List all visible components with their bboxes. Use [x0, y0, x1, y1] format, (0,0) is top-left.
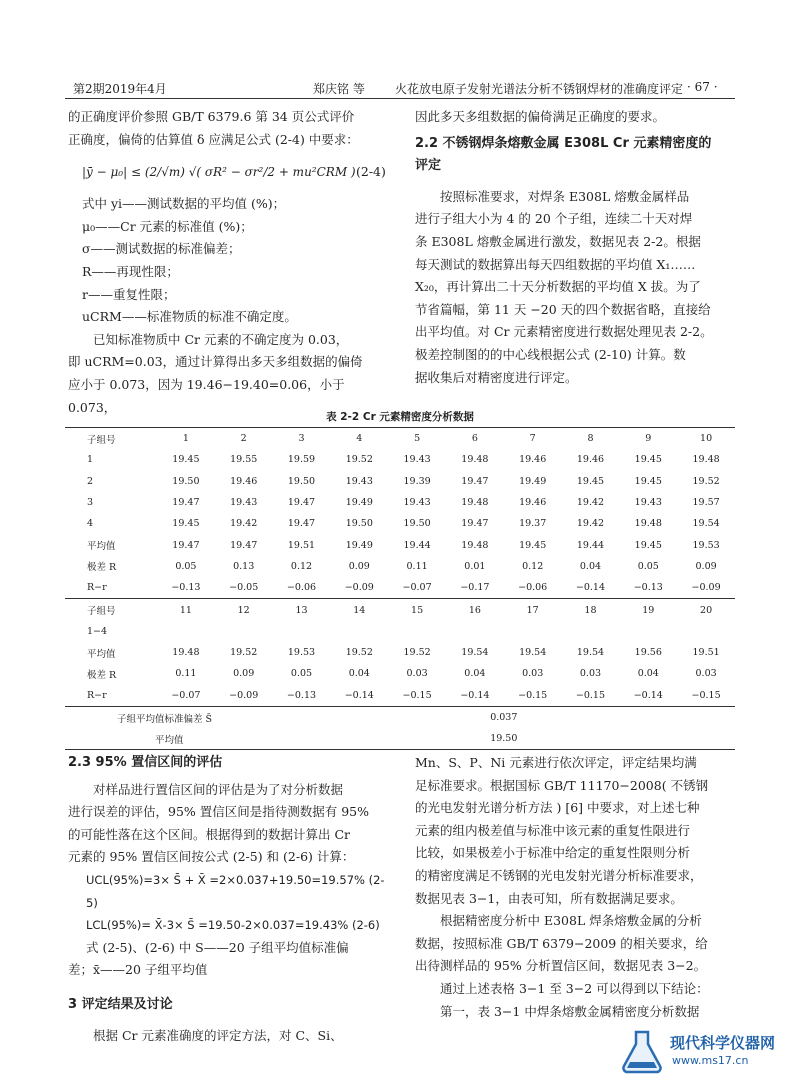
table-cell: 19.48: [692, 454, 720, 466]
table-cell: 0.05: [175, 560, 197, 572]
table-cell: −0.13: [286, 689, 317, 701]
paragraph-line: 根据精密度分析中 E308L 焊条熔敷金属的分析: [440, 913, 702, 929]
table-cell: 17: [504, 599, 562, 621]
table-cell: 19.43: [230, 497, 258, 509]
table-cell: −0.06: [286, 582, 317, 594]
table-cell: −0.14: [460, 689, 490, 701]
table-row: [65, 492, 735, 513]
table-cell: 19.53: [287, 647, 316, 659]
row-label-cell: 子组号: [65, 428, 157, 450]
table-cell: 19.45: [172, 518, 200, 530]
table-cell: −0.09: [229, 689, 259, 701]
paragraph-line: 进行子组大小为 4 的 20 个子组，连续二十天对焊: [415, 211, 693, 227]
table-cell: 19.45: [634, 475, 662, 487]
table-cell: −0.15: [691, 689, 721, 701]
paragraph-line: 的正确度评价参照 GB/T 6379.6 第 34 页公式评价: [68, 109, 355, 124]
table-cell: 19.52: [345, 454, 373, 466]
paragraph-line: 据收集后对精密度进行评定。: [415, 369, 578, 385]
table-cell: [504, 621, 562, 642]
table-cell: 10: [677, 428, 735, 450]
table-cell: −0.14: [633, 689, 663, 701]
table-cell: 19.45: [576, 475, 605, 487]
paragraph-line: Mn、S、P、Ni 元素进行依次评定，评定结果均满: [415, 755, 697, 770]
table-cell: 0.12: [522, 560, 544, 572]
paragraph-line: 的精密度满足不锈钢的光电发射光谱分析标准要求，: [415, 867, 703, 883]
table-cell: 19.48: [172, 647, 200, 659]
table-cell: [677, 621, 735, 642]
table-cell: −0.15: [575, 689, 606, 701]
table-cell: 19.52: [403, 647, 431, 659]
table-cell: 5: [388, 428, 446, 450]
table-cell: 12: [215, 599, 273, 621]
table-cell: 19.46: [519, 497, 547, 509]
paragraph-line: 第一，表 3−1 中焊条熔敷金属精密度分析数据: [440, 1003, 700, 1019]
table-cell: 0.04: [637, 668, 659, 680]
table-cell: 9: [619, 428, 677, 450]
table-cell: 1: [157, 428, 215, 450]
definition-line: μ₀——Cr 元素的标准值 (%)；: [82, 218, 253, 234]
page-number: · 67 ·: [687, 80, 718, 94]
paragraph-line: 元素的组内极差值与标准中该元素的重复性限进行: [415, 822, 691, 838]
table-cell: 19.48: [461, 497, 489, 509]
table-row: [65, 556, 735, 577]
table-cell: [562, 621, 620, 642]
table-cell: 19.48: [461, 539, 489, 551]
section-heading-2-2-cont: 评定: [415, 158, 442, 174]
table-cell: 19.39: [403, 475, 431, 487]
table-cell: 8: [562, 428, 620, 450]
definition-line: r——重复性限；: [82, 286, 176, 302]
table-cell: −0.17: [460, 582, 490, 594]
row-label-cell: 极差 R: [87, 562, 117, 574]
table-cell: 19.52: [345, 647, 373, 659]
row-label-cell: R−r: [87, 582, 107, 594]
right-column-top: [415, 106, 741, 389]
table-cell: 19.37: [519, 518, 547, 530]
table-cell: 19.52: [692, 475, 720, 487]
paragraph-line: 根据 Cr 元素准确度的评定方法，对 C、Si、: [93, 1027, 343, 1043]
row-label-cell: 平均值: [87, 541, 116, 553]
table-cell: [446, 621, 504, 642]
table-row: [65, 599, 735, 621]
table-cell: [273, 621, 331, 642]
table-cell: 19.47: [461, 475, 489, 487]
table-cell: 0.03: [695, 668, 717, 680]
paragraph-line: 的光电发射光谱分析方法 ) [6] 中要求，对上述七种: [415, 800, 700, 816]
table-cell: 19.48: [634, 518, 662, 530]
issue-date: 第2期2019年4月: [73, 82, 167, 96]
table-cell: −0.07: [171, 689, 201, 701]
table-cell: −0.15: [402, 689, 432, 701]
table-row: [65, 513, 735, 534]
paragraph-line: 正确度，偏倚的估算值 δ 应满足公式 (2-4) 中要求：: [68, 131, 359, 147]
table-row: [65, 449, 735, 470]
row-label-cell: 4: [87, 518, 94, 530]
table-cell: −0.07: [402, 582, 432, 594]
table-row: [65, 642, 735, 663]
table-cell: 19.45: [172, 454, 200, 466]
table-cell: [619, 621, 677, 642]
right-column-bottom: [415, 752, 741, 1023]
table-cell: 0.09: [348, 560, 370, 572]
table-cell: 4: [330, 428, 388, 450]
table-cell: [215, 621, 273, 642]
table-cell: 15: [388, 599, 446, 621]
flask-icon: [620, 1028, 664, 1074]
paragraph-line: 元素的 95% 置信区间按公式 (2-5) 和 (2-6) 计算：: [68, 849, 355, 865]
table-row: [65, 621, 735, 642]
table-cell: 0.03: [522, 668, 544, 680]
table-cell: 0.04: [579, 560, 602, 572]
table-cell: 19.47: [172, 497, 200, 509]
table-cell: 19.56: [634, 647, 662, 659]
table-cell: −0.13: [633, 582, 663, 594]
paragraph-line: 比较，如果极差小于标准中给定的重复性限则分析: [415, 845, 691, 861]
table-cell: 19.45: [519, 539, 547, 551]
formula-text: |ȳ̄ − μ₀| ≤ (2/√m) √( σR² − σr²/2 + mu²CRM ): [82, 165, 356, 180]
table-cell: −0.14: [575, 582, 606, 594]
table-cell: 19.43: [345, 475, 373, 487]
table-cell: 19.42: [576, 497, 605, 509]
table-cell: 19.46: [519, 454, 547, 466]
table-cell: 19.42: [230, 518, 258, 530]
table-cell: −0.05: [229, 582, 259, 594]
table-cell: 0.03: [579, 668, 602, 680]
table-cell: 0.09: [695, 560, 717, 572]
table-row: [65, 685, 735, 707]
table-cell: 14: [330, 599, 388, 621]
table-cell: 19.51: [287, 539, 316, 551]
table-row: [65, 577, 735, 599]
table-cell: 19.46: [576, 454, 605, 466]
paragraph-line: 差；x̄——20 子组平均值: [68, 962, 208, 978]
paragraph-line: 极差控制图的的中心线根据公式 (2-10) 计算。数: [415, 346, 686, 362]
table-cell: 19.59: [287, 454, 316, 466]
data-table-2-2: [65, 427, 735, 750]
paragraph-line: 足标准要求。根据国标 GB/T 11170−2008( 不锈钢: [415, 777, 709, 793]
paragraph-line: 出待测样品的 95% 分析置信区间，数据见表 3−2。: [415, 958, 707, 974]
paragraph-line: 对样品进行置信区间的评估是为了对分析数据: [93, 781, 344, 797]
table-row-average: [65, 728, 735, 750]
table-cell: 19.46: [230, 475, 258, 487]
paragraph-line: 按照标准要求，对焊条 E308L 熔敷金属样品: [440, 188, 690, 204]
paragraph-line: 应小于 0.073，因为 19.46−19.40=0.06，小于 0.073，: [68, 376, 345, 415]
left-column-top: [68, 106, 394, 419]
table-cell: 19.54: [461, 647, 489, 659]
section-heading-2-3: 2.3 95% 置信区间的评估: [68, 755, 223, 770]
section-heading-3: 3 评定结果及讨论: [68, 996, 173, 1012]
table-cell: 19.48: [461, 454, 489, 466]
header-authors: 郑庆铭 等: [313, 82, 365, 96]
definition-line: uCRM——标准物质的标准不确定度。: [82, 309, 297, 325]
average-value: 19.50: [273, 728, 735, 750]
formula-2-4: [68, 151, 394, 193]
definition-line: 式中 yi——测试数据的平均值 (%)；: [82, 196, 286, 212]
table-cell: 19.55: [230, 454, 258, 466]
row-label-cell: 1: [87, 454, 94, 466]
table-cell: 19.47: [287, 518, 316, 530]
table-cell: 18: [562, 599, 620, 621]
table-row: [65, 534, 735, 555]
table-cell: 19.54: [519, 647, 547, 659]
paragraph-line: 通过上述表格 3−1 至 3−2 可以得到以下结论：: [440, 980, 709, 996]
table-cell: 19.50: [172, 475, 200, 487]
table-cell: −0.09: [344, 582, 374, 594]
table-cell: 19.54: [692, 518, 720, 530]
table-cell: −0.06: [518, 582, 548, 594]
definition-line: σ——测试数据的标准偏差；: [82, 241, 241, 257]
running-header: [65, 78, 735, 99]
table-cell: 19.49: [519, 475, 547, 487]
left-column-bottom: [68, 752, 394, 1047]
std-label: 子组平均值标准偏差 S̄: [65, 706, 273, 728]
row-label-cell: 1−4: [87, 625, 108, 637]
paragraph-line: 进行误差的评估，95% 置信区间是指待测数据有 95%: [68, 804, 370, 820]
row-label-cell: R−r: [87, 689, 107, 701]
table-cell: −0.13: [171, 582, 201, 594]
table-cell: 19.44: [403, 539, 431, 551]
table-cell: 19.42: [576, 518, 605, 530]
table-row: [65, 663, 735, 684]
row-label-cell: 极差 R: [87, 669, 117, 681]
paragraph-line: 每天测试的数据算出每天四组数据的平均值 X₁……: [415, 256, 696, 272]
table-cell: 19.50: [345, 518, 373, 530]
table-cell: 19.54: [576, 647, 605, 659]
std-value: 0.037: [273, 706, 735, 728]
table-row: [65, 471, 735, 492]
row-label-cell: 平均值: [87, 648, 116, 660]
table-cell: 0.03: [406, 668, 428, 680]
row-label-cell: 3: [87, 497, 94, 509]
table-cell: 19.49: [345, 497, 373, 509]
table-cell: 19.47: [230, 539, 258, 551]
paragraph-line: 因此多天多组数据的偏倚满足正确度的要求。: [415, 109, 666, 124]
table-cell: 19.47: [172, 539, 200, 551]
table-cell: 19.44: [576, 539, 605, 551]
table-cell: 0.01: [464, 560, 486, 572]
table-cell: 0.04: [348, 668, 370, 680]
table-cell: [157, 621, 215, 642]
table-cell: −0.09: [691, 582, 721, 594]
paragraph-line: 节省篇幅，第 11 天 −20 天的四个数据省略，直接给: [415, 301, 711, 317]
paragraph-line: 式 (2-5)、(2-6) 中 S——20 子组平均值标准偏: [86, 939, 349, 955]
table-cell: −0.15: [518, 689, 548, 701]
watermark-name: 现代科学仪器网: [670, 1034, 776, 1052]
paragraph-line: 的可能性落在这个区间。根据得到的数据计算出 Cr: [68, 826, 351, 842]
equation-2-6: LCL(95%)= X̄-3× S̄ =19.50-2×0.037=19.43% (2-6): [86, 918, 380, 933]
watermark-url: www.ms17.cn: [672, 1054, 749, 1067]
table-cell: 19.43: [634, 497, 662, 509]
table-row-std: [65, 706, 735, 728]
table-cell: 6: [446, 428, 504, 450]
paragraph-line: 数据，按照标准 GB/T 6379−2009 的相关要求，给: [415, 935, 708, 951]
paragraph-line: X₂₀，再计算出二十天分析数据的平均值 X 拔。为了: [415, 279, 701, 295]
table-cell: 0.12: [290, 560, 313, 572]
table-cell: 19.57: [692, 497, 720, 509]
formula-number: (2-4): [356, 164, 386, 180]
table-cell: 16: [446, 599, 504, 621]
table-cell: 0.05: [637, 560, 659, 572]
table-cell: 3: [273, 428, 331, 450]
table-cell: 19.53: [692, 539, 720, 551]
paragraph-line: 数据见表 3−1，由表可知，所有数据满足要求。: [415, 890, 683, 906]
average-label: 平均值: [65, 728, 273, 750]
paragraph-line: 已知标准物质中 Cr 元素的不确定度为 0.03，: [93, 331, 349, 347]
table-cell: 0.04: [464, 668, 486, 680]
table-row: [65, 428, 735, 450]
table-cell: [330, 621, 388, 642]
paragraph-line: 即 uCRM=0.03，通过计算得出多天多组数据的偏倚: [68, 354, 363, 370]
table-cell: 20: [677, 599, 735, 621]
table-cell: 2: [215, 428, 273, 450]
table-cell: 19.50: [403, 518, 431, 530]
table-cell: −0.14: [344, 689, 374, 701]
table-cell: 19.45: [634, 539, 662, 551]
row-label-cell: 2: [87, 475, 94, 487]
table-cell: 19.43: [403, 497, 431, 509]
definition-line: R——再现性限；: [82, 263, 179, 279]
header-title: 火花放电原子发射光谱法分析不锈钢焊材的准确度评定: [395, 82, 684, 96]
table-cell: 0.05: [290, 668, 313, 680]
table-cell: 0.13: [233, 560, 255, 572]
paragraph-line: 出平均值。对 Cr 元素精密度进行数据处理见表 2-2。: [415, 324, 713, 340]
table-cell: 0.09: [233, 668, 255, 680]
paragraph-line: 条 E308L 熔敷金属进行激发，数据见表 2-2。根据: [415, 233, 701, 249]
table-cell: 11: [157, 599, 215, 621]
table-cell: 13: [273, 599, 331, 621]
table-cell: 19.43: [403, 454, 431, 466]
table-cell: 19.45: [634, 454, 662, 466]
table-cell: 7: [504, 428, 562, 450]
table-cell: 19.47: [287, 497, 316, 509]
equation-2-5: UCL(95%)=3× S̄ + X̄ =2×0.037+19.50=19.57% (2-5): [86, 872, 385, 910]
table-cell: 19.50: [287, 475, 316, 487]
table-cell: 19.47: [461, 518, 489, 530]
section-heading-2-2: 2.2 不锈钢焊条熔敷金属 E308L Cr 元素精密度的: [415, 135, 712, 151]
table-cell: 0.11: [175, 668, 197, 680]
table-caption: 表 2-2 Cr 元素精密度分析数据: [326, 411, 474, 423]
table-cell: 19.52: [230, 647, 258, 659]
table-cell: 0.11: [406, 560, 428, 572]
table-cell: [388, 621, 446, 642]
table-cell: 19.51: [692, 647, 720, 659]
row-label-cell: 子组号: [65, 599, 157, 621]
table-cell: 19: [619, 599, 677, 621]
table-cell: 19.49: [345, 539, 373, 551]
